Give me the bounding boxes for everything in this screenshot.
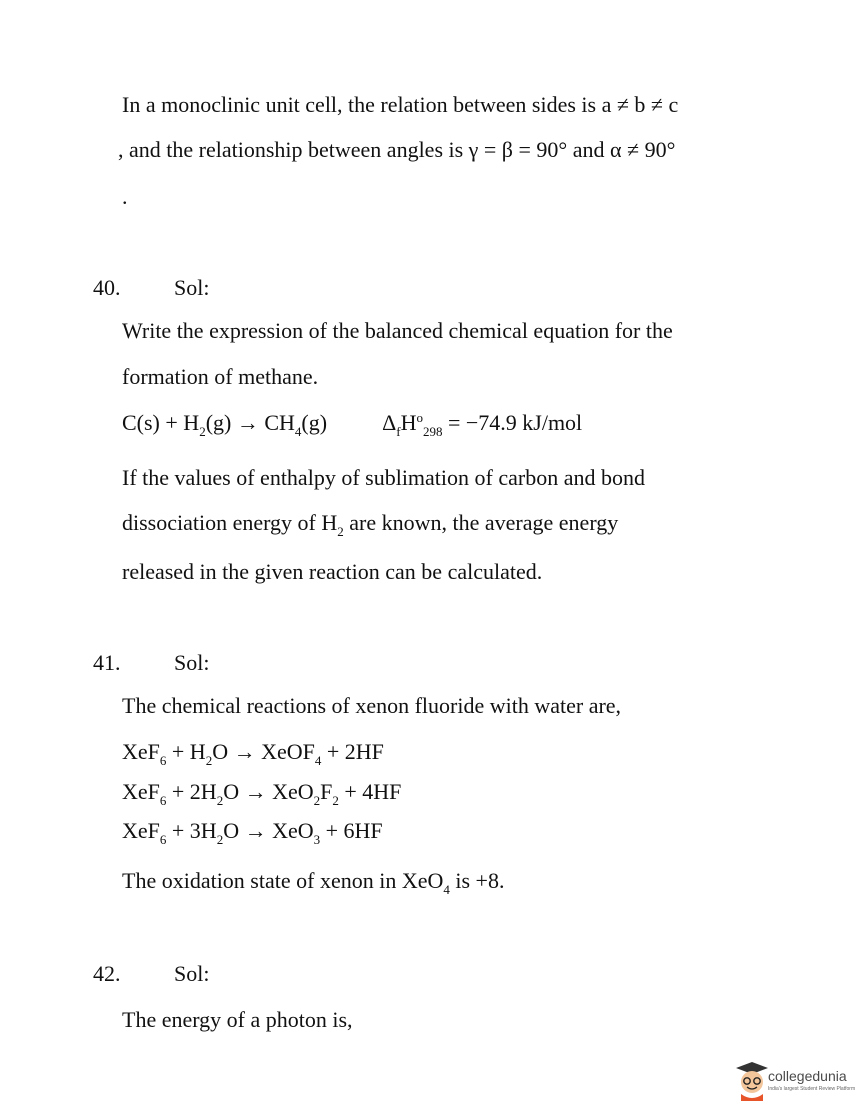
methane-equation: $C(s) + H_2(g) \to CH_4(g) \Delta_fH^o_{298} = -74.9$ kJ/mol bbox=[122, 410, 583, 439]
logo-tagline: India's largest Student Review Platform bbox=[768, 1086, 856, 1092]
question-number-41: 41. bbox=[93, 650, 121, 675]
enthalpy-expression: $\Delta_fH^o_{298} = -74.9$ kJ/mol bbox=[382, 410, 583, 439]
q41-text-1: The chemical reactions of xenon fluoride with water are, bbox=[122, 693, 622, 718]
intro-line-3: . bbox=[122, 184, 128, 209]
q41-text-2: The oxidation state of xenon in XeO$_4$ is +8. bbox=[122, 868, 505, 897]
q40-text-3: If the values of enthalpy of sublimation of carbon and bond bbox=[122, 465, 645, 490]
sol-label-40: Sol: bbox=[174, 275, 210, 300]
sol-label-41: Sol: bbox=[174, 650, 210, 675]
intro-line-1: In a monoclinic unit cell, the relation between sides is a ≠ b ≠ c bbox=[122, 92, 679, 117]
question-number-42: 42. bbox=[93, 961, 121, 986]
q40-text-2: formation of methane. bbox=[122, 364, 319, 389]
xenon-reaction-3: $XeF_6 + 3H_2O \to XeO_3 + 6HF$ bbox=[122, 818, 383, 847]
q40-text-4: dissociation energy of $H_2$ are known, the average energy bbox=[122, 510, 619, 539]
q40-text-5: released in the given reaction can be calculated. bbox=[122, 559, 543, 584]
question-number-40: 40. bbox=[93, 275, 121, 300]
q40-text-1: Write the expression of the balanced chemical equation for the bbox=[122, 318, 673, 343]
logo-name: collegedunia bbox=[768, 1068, 847, 1084]
xenon-reaction-1: $XeF_6 + H_2O$ → XeOF$_4$ + 2HF bbox=[122, 739, 384, 768]
intro-line-2: , and the relationship between angles is γ = β = 90° and α ≠ 90° bbox=[118, 137, 676, 162]
sol-label-42: Sol: bbox=[174, 961, 210, 986]
q42-text-1: The energy of a photon is, bbox=[122, 1007, 353, 1032]
xenon-reaction-2: $XeF_6 + 2H_2O \to XeO_2F_2 + 4HF$ bbox=[122, 779, 402, 808]
